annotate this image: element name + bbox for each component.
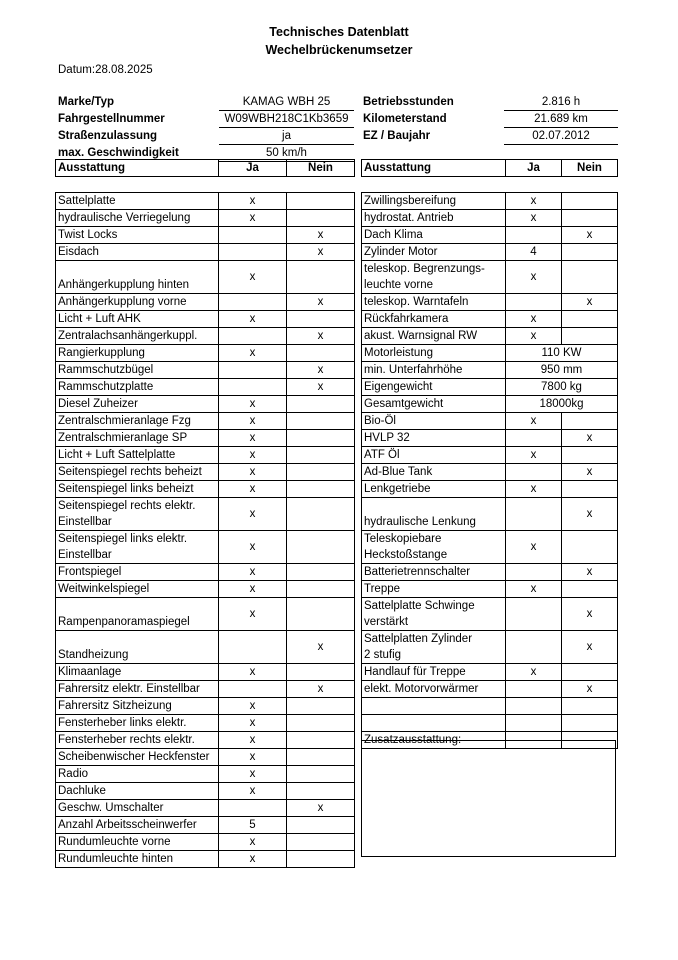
equipment-name: Handlauf für Treppe: [362, 664, 506, 681]
table-row: [56, 834, 355, 851]
equipment-name: Gesamtgewicht: [362, 396, 506, 413]
table-row: [362, 227, 618, 244]
info-label: Straßenzulassung: [58, 130, 158, 142]
info-row: [361, 111, 618, 128]
equipment-name: Anzahl Arbeitsscheinwerfer: [56, 817, 219, 834]
table-row: [56, 379, 355, 396]
table-row: [56, 396, 355, 413]
equipment-name: Lenkgetriebe: [362, 481, 506, 498]
table-row: [56, 294, 355, 311]
ja-cell: x: [219, 498, 287, 531]
ja-cell: [506, 464, 562, 481]
nein-cell: [562, 244, 618, 261]
equipment-name: Rückfahrkamera: [362, 311, 506, 328]
equipment-name: elekt. Motorvorwärmer: [362, 681, 506, 698]
table-row: [362, 345, 618, 362]
vehicle-info-left: [56, 94, 354, 162]
equipment-name-line: Teleskopiebare: [364, 533, 442, 545]
equipment-name: Geschw. Umschalter: [56, 800, 219, 817]
column-header-nein: Nein: [562, 160, 618, 177]
equipment-name: Standheizung: [56, 631, 219, 664]
nein-cell: [562, 311, 618, 328]
info-value: W09WBH218C1Kb3659: [219, 111, 354, 128]
table-row: [56, 664, 355, 681]
right-equipment-header: [361, 159, 618, 177]
table-row: [56, 464, 355, 481]
column-header-ausstattung: Ausstattung: [362, 160, 506, 177]
equipment-name: Anhängerkupplung hinten: [56, 261, 219, 294]
nein-cell: [287, 481, 355, 498]
equipment-name: Ad-Blue Tank: [362, 464, 506, 481]
ja-cell: [506, 598, 562, 631]
info-row: [361, 94, 618, 111]
table-row: [56, 631, 355, 664]
nein-cell: x: [562, 631, 618, 664]
equipment-name: Weitwinkelspiegel: [56, 581, 219, 598]
equipment-name-line: Sattelplatte Schwinge: [364, 600, 475, 612]
nein-cell: x: [562, 294, 618, 311]
ja-cell: x: [219, 783, 287, 800]
table-row: [362, 698, 618, 715]
ja-cell: [506, 498, 562, 531]
ja-cell: [506, 227, 562, 244]
nein-cell: [287, 396, 355, 413]
nein-cell: [562, 328, 618, 345]
ja-cell: [219, 631, 287, 664]
ja-cell: x: [219, 564, 287, 581]
ja-cell: x: [506, 261, 562, 294]
equipment-name: [362, 631, 506, 664]
info-value: 02.07.2012: [504, 128, 618, 145]
ja-cell: x: [219, 430, 287, 447]
nein-cell: x: [287, 294, 355, 311]
info-label: max. Geschwindigkeit: [58, 147, 179, 159]
nein-cell: x: [562, 564, 618, 581]
table-row: [56, 800, 355, 817]
left-equipment-header: [55, 159, 355, 177]
nein-cell: [287, 311, 355, 328]
nein-cell: x: [562, 598, 618, 631]
zusatz-label: Zusatzausstattung:: [362, 732, 506, 749]
equipment-name: Fensterheber links elektr.: [56, 715, 219, 732]
ja-cell: x: [219, 581, 287, 598]
info-label: Kilometerstand: [363, 113, 447, 125]
document-date: Datum:28.08.2025: [58, 64, 153, 76]
info-label: Betriebsstunden: [363, 96, 454, 109]
info-label: EZ / Baujahr: [363, 130, 431, 142]
nein-cell: [287, 210, 355, 227]
equipment-name: Fensterheber rechts elektr.: [56, 732, 219, 749]
table-row: [362, 664, 618, 681]
table-row: [362, 681, 618, 698]
nein-cell: x: [562, 681, 618, 698]
table-row: [362, 261, 618, 294]
table-row: [362, 244, 618, 261]
info-label: Marke/Typ: [58, 96, 115, 109]
ja-cell: x: [506, 664, 562, 681]
equipment-name: [362, 531, 506, 564]
ja-cell: x: [219, 210, 287, 227]
table-row: [362, 210, 618, 227]
table-row: [56, 564, 355, 581]
table-row: [362, 294, 618, 311]
equipment-name: Rammschutzbügel: [56, 362, 219, 379]
table-row: [56, 598, 355, 631]
equipment-name-line: teleskop. Begrenzungs-: [364, 263, 485, 275]
table-row: [362, 396, 618, 413]
table-row: [56, 227, 355, 244]
ja-cell: x: [219, 345, 287, 362]
nein-cell: [562, 531, 618, 564]
nein-cell: x: [287, 800, 355, 817]
table-row: [56, 362, 355, 379]
equipment-name-line: Seitenspiegel links elektr.: [58, 533, 188, 545]
table-row: [56, 447, 355, 464]
equipment-name: Motorleistung: [362, 345, 506, 362]
empty-cell: [362, 698, 506, 715]
nein-cell: [287, 851, 355, 868]
nein-cell: x: [287, 244, 355, 261]
nein-cell: [562, 261, 618, 294]
table-row: [362, 447, 618, 464]
equipment-name: Rundumleuchte hinten: [56, 851, 219, 868]
equipment-name: Zwillingsbereifung: [362, 193, 506, 210]
table-row: [56, 581, 355, 598]
table-row: [362, 379, 618, 396]
ja-cell: [506, 631, 562, 664]
nein-cell: [287, 193, 355, 210]
equipment-name: Klimaanlage: [56, 664, 219, 681]
column-header-nein: Nein: [287, 160, 355, 177]
ja-cell: [506, 564, 562, 581]
info-value: 21.689 km: [504, 111, 618, 128]
equipment-name: Zentralschmieranlage Fzg: [56, 413, 219, 430]
equipment-name: hydraulische Lenkung: [362, 498, 506, 531]
equipment-name: Eisdach: [56, 244, 219, 261]
nein-cell: x: [287, 379, 355, 396]
table-row: [362, 631, 618, 664]
nein-cell: [287, 732, 355, 749]
table-row: [56, 498, 355, 531]
info-row: [361, 128, 618, 145]
table-row: [56, 413, 355, 430]
table-row: [56, 715, 355, 732]
equipment-name: Radio: [56, 766, 219, 783]
equipment-name: Dach Klima: [362, 227, 506, 244]
equipment-name: Anhängerkupplung vorne: [56, 294, 219, 311]
table-row: [56, 531, 355, 564]
ja-cell: x: [219, 464, 287, 481]
equipment-name: Twist Locks: [56, 227, 219, 244]
equipment-name: Scheibenwischer Heckfenster: [56, 749, 219, 766]
table-row: [362, 531, 618, 564]
table-header-row: [362, 160, 618, 177]
equipment-name: Fahrersitz elektr. Einstellbar: [56, 681, 219, 698]
ja-cell: [219, 800, 287, 817]
ja-cell: x: [219, 749, 287, 766]
equipment-name: Treppe: [362, 581, 506, 598]
nein-cell: x: [562, 464, 618, 481]
info-row: [56, 111, 354, 128]
nein-cell: x: [562, 227, 618, 244]
ja-cell: x: [219, 413, 287, 430]
nein-cell: [287, 564, 355, 581]
table-row: [56, 328, 355, 345]
ja-cell: [506, 294, 562, 311]
nein-cell: x: [287, 227, 355, 244]
equipment-name: Licht + Luft AHK: [56, 311, 219, 328]
nein-cell: [287, 749, 355, 766]
equipment-name: min. Unterfahrhöhe: [362, 362, 506, 379]
nein-cell: [562, 481, 618, 498]
nein-cell: [287, 430, 355, 447]
nein-cell: [287, 783, 355, 800]
left-equipment-table: [55, 192, 355, 868]
ja-cell: x: [219, 396, 287, 413]
column-header-ja: Ja: [506, 160, 562, 177]
equipment-name: Frontspiegel: [56, 564, 219, 581]
equipment-name: Zylinder Motor: [362, 244, 506, 261]
equipment-name-line: Sattelplatten Zylinder: [364, 633, 473, 645]
nein-cell: x: [287, 681, 355, 698]
table-row: [362, 581, 618, 598]
spec-value: 950 mm: [506, 362, 618, 379]
table-row: [56, 193, 355, 210]
ja-cell: x: [506, 481, 562, 498]
equipment-name: Rampenpanoramaspiegel: [56, 598, 219, 631]
ja-cell: [219, 328, 287, 345]
equipment-name-line: leuchte vorne: [364, 279, 434, 291]
spec-value: 110 KW: [506, 345, 618, 362]
nein-cell: [287, 531, 355, 564]
equipment-name: Dachluke: [56, 783, 219, 800]
table-row: [362, 464, 618, 481]
table-row: [56, 698, 355, 715]
table-row: [56, 851, 355, 868]
ja-cell: x: [219, 598, 287, 631]
ja-cell: x: [506, 447, 562, 464]
table-row: [56, 261, 355, 294]
nein-cell: [562, 193, 618, 210]
nein-cell: [287, 817, 355, 834]
table-row: [56, 244, 355, 261]
equipment-name: ATF Öl: [362, 447, 506, 464]
table-row: [56, 481, 355, 498]
ja-cell: [506, 681, 562, 698]
ja-cell: x: [219, 766, 287, 783]
table-row: [362, 362, 618, 379]
document-title: Technisches Datenblatt: [269, 25, 409, 39]
equipment-name: Rundumleuchte vorne: [56, 834, 219, 851]
ja-cell: [219, 244, 287, 261]
table-row: [362, 481, 618, 498]
table-row: [56, 430, 355, 447]
table-row: [362, 430, 618, 447]
equipment-name: Zentralschmieranlage SP: [56, 430, 219, 447]
info-row: [56, 94, 354, 111]
info-label: Fahrgestellnummer: [58, 113, 165, 125]
ja-cell: [219, 362, 287, 379]
table-row: [362, 715, 618, 732]
equipment-name: Seitenspiegel links beheizt: [56, 481, 219, 498]
nein-cell: [287, 261, 355, 294]
equipment-name: teleskop. Warntafeln: [362, 294, 506, 311]
ja-cell: [506, 430, 562, 447]
spec-value: 18000kg: [506, 396, 618, 413]
table-row: [56, 749, 355, 766]
empty-cell: [506, 698, 562, 715]
spec-value: 7800 kg: [506, 379, 618, 396]
equipment-name-line: Seitenspiegel rechts elektr.: [58, 500, 196, 512]
equipment-name: Batterietrennschalter: [362, 564, 506, 581]
info-value: ja: [219, 128, 354, 145]
ja-cell: [219, 681, 287, 698]
equipment-name: hydraulische Verriegelung: [56, 210, 219, 227]
nein-cell: [287, 498, 355, 531]
table-row: [56, 345, 355, 362]
nein-cell: x: [287, 328, 355, 345]
ja-cell: x: [506, 210, 562, 227]
table-row: [362, 193, 618, 210]
table-row: [56, 311, 355, 328]
table-row: [362, 498, 618, 531]
nein-cell: [287, 581, 355, 598]
table-row: [56, 210, 355, 227]
nein-cell: [287, 345, 355, 362]
info-value: 2.816 h: [504, 94, 618, 111]
ja-cell: x: [506, 413, 562, 430]
equipment-name: [56, 498, 219, 531]
ja-cell: x: [506, 193, 562, 210]
ja-cell: x: [219, 732, 287, 749]
table-row: [362, 328, 618, 345]
equipment-name: HVLP 32: [362, 430, 506, 447]
empty-cell: [506, 715, 562, 732]
equipment-name: Seitenspiegel rechts beheizt: [56, 464, 219, 481]
nein-cell: x: [287, 631, 355, 664]
table-header-row: [56, 160, 355, 177]
ja-cell: 4: [506, 244, 562, 261]
ja-cell: x: [219, 664, 287, 681]
equipment-name-line: Heckstoßstange: [364, 549, 448, 561]
ja-cell: x: [219, 481, 287, 498]
ja-cell: x: [219, 193, 287, 210]
table-row: [56, 783, 355, 800]
nein-cell: x: [287, 362, 355, 379]
equipment-name: Zentralachsanhängerkuppl.: [56, 328, 219, 345]
nein-cell: [562, 210, 618, 227]
equipment-name: akust. Warnsignal RW: [362, 328, 506, 345]
ja-cell: x: [219, 698, 287, 715]
empty-cell: [362, 715, 506, 732]
equipment-name-line: verstärkt: [364, 616, 409, 628]
ja-cell: [219, 294, 287, 311]
nein-cell: [287, 598, 355, 631]
equipment-name: Licht + Luft Sattelplatte: [56, 447, 219, 464]
equipment-name: Diesel Zuheizer: [56, 396, 219, 413]
ja-cell: x: [506, 581, 562, 598]
empty-cell: [562, 698, 618, 715]
ja-cell: x: [219, 447, 287, 464]
table-row: [362, 413, 618, 430]
table-row: [56, 732, 355, 749]
ja-cell: x: [219, 531, 287, 564]
ja-cell: x: [506, 311, 562, 328]
info-value: 50 km/h: [219, 145, 354, 162]
vehicle-info-right: [361, 94, 618, 145]
nein-cell: [562, 581, 618, 598]
table-row: [56, 681, 355, 698]
document-subtitle: Wechelbrückenumsetzer: [265, 43, 413, 57]
column-header-ja: Ja: [219, 160, 287, 177]
nein-cell: [562, 664, 618, 681]
nein-cell: [287, 766, 355, 783]
right-equipment-table: [361, 192, 618, 749]
nein-cell: x: [562, 430, 618, 447]
equipment-name-line: Einstellbar: [58, 516, 112, 528]
table-row: [362, 311, 618, 328]
nein-cell: [287, 834, 355, 851]
info-value: KAMAG WBH 25: [219, 94, 354, 111]
nein-cell: [287, 664, 355, 681]
equipment-name: Sattelplatte: [56, 193, 219, 210]
table-row: [362, 564, 618, 581]
equipment-name: Bio-Öl: [362, 413, 506, 430]
table-row: [362, 598, 618, 631]
ja-cell: 5: [219, 817, 287, 834]
equipment-name: Rangierkupplung: [56, 345, 219, 362]
ja-cell: x: [219, 715, 287, 732]
nein-cell: [287, 413, 355, 430]
ja-cell: x: [219, 261, 287, 294]
equipment-name: [362, 261, 506, 294]
ja-cell: x: [506, 328, 562, 345]
equipment-name: [362, 598, 506, 631]
ja-cell: [219, 379, 287, 396]
ja-cell: x: [219, 834, 287, 851]
empty-cell: [562, 715, 618, 732]
ja-cell: x: [506, 531, 562, 564]
equipment-name: Eigengewicht: [362, 379, 506, 396]
nein-cell: [287, 715, 355, 732]
equipment-name: Fahrersitz Sitzheizung: [56, 698, 219, 715]
nein-cell: [287, 447, 355, 464]
nein-cell: [562, 447, 618, 464]
ja-cell: [219, 227, 287, 244]
nein-cell: [562, 413, 618, 430]
nein-cell: x: [562, 498, 618, 531]
nein-cell: [287, 698, 355, 715]
zusatzausstattung-box: [361, 740, 616, 857]
equipment-name-line: Einstellbar: [58, 549, 112, 561]
table-row: [56, 817, 355, 834]
equipment-name: Rammschutzplatte: [56, 379, 219, 396]
nein-cell: [287, 464, 355, 481]
ja-cell: x: [219, 311, 287, 328]
column-header-ausstattung: Ausstattung: [56, 160, 219, 177]
ja-cell: x: [219, 851, 287, 868]
equipment-name: hydrostat. Antrieb: [362, 210, 506, 227]
equipment-name-line: 2 stufig: [364, 649, 402, 661]
equipment-name: [56, 531, 219, 564]
table-row: [56, 766, 355, 783]
info-row: [56, 128, 354, 145]
